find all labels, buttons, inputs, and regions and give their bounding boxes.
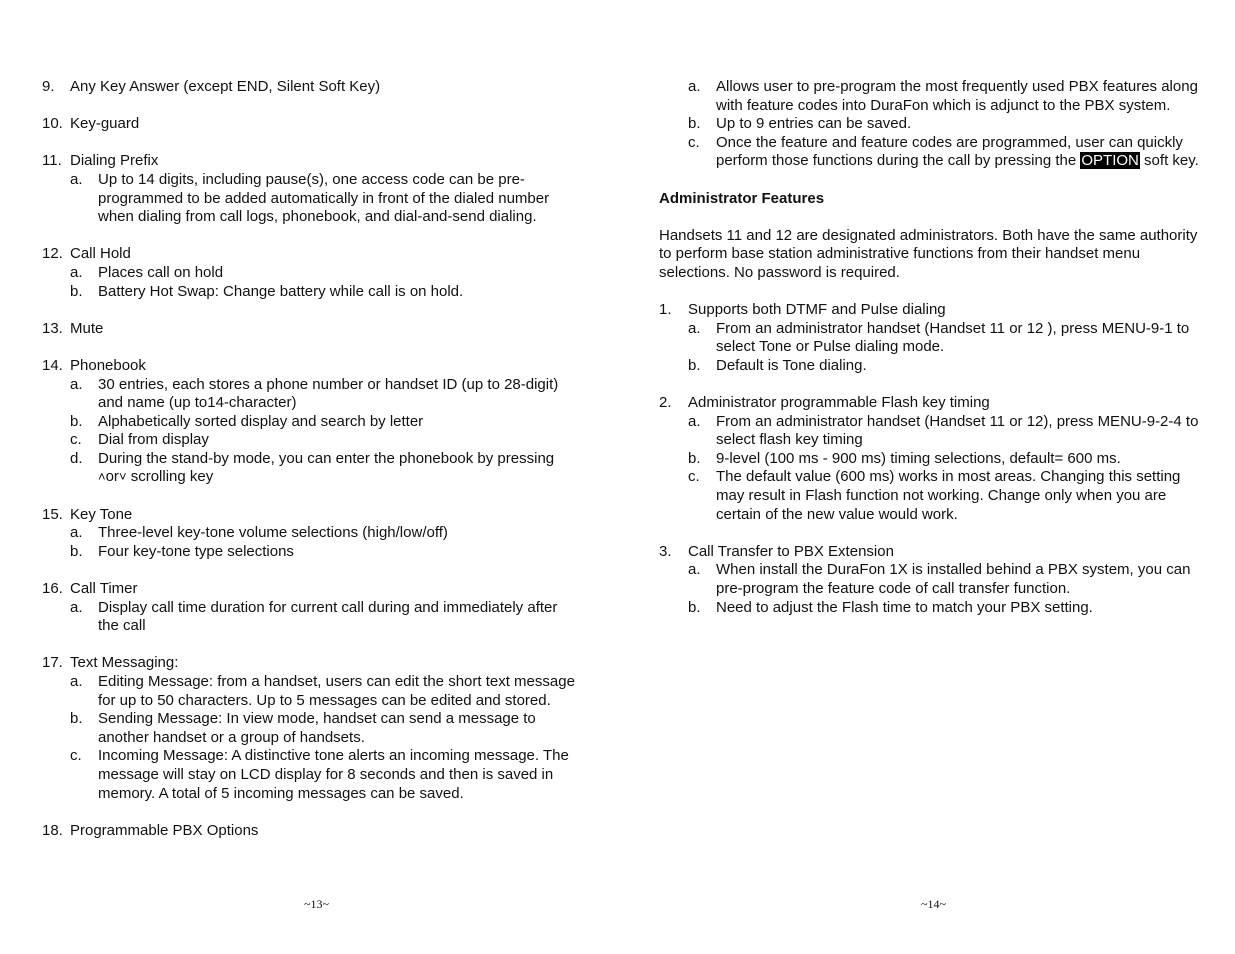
sub-item xyxy=(688,561,1199,598)
page-number-left: ~13~ xyxy=(304,897,329,911)
sub-item xyxy=(70,673,582,710)
up-arrow-icon: ˄ xyxy=(98,469,106,485)
sub-text: During the stand-by mode, you can enter the phonebook by pressing xyxy=(98,449,555,467)
sub-text: From an administrator handset (Handset 11 or 12), press MENU-9-2-4 to select flash key timing xyxy=(716,412,1199,449)
sub-letter: b. xyxy=(688,449,701,467)
admin-item-1 xyxy=(659,301,1199,320)
sub-text: When install the DuraFon 1X is installed behind a PBX system, you can pre-program the feature code of call transfer function. xyxy=(716,561,1191,598)
item-text: Any Key Answer (except END, Silent Soft Key) xyxy=(70,78,381,95)
list-item-17 xyxy=(42,654,582,673)
sub-text: 9-level (100 ms - 900 ms) timing selections, default= 600 ms. xyxy=(716,449,1121,467)
list-item-10 xyxy=(42,115,582,134)
item-text: Supports both DTMF and Pulse dialing xyxy=(688,301,946,319)
item-number: 18. xyxy=(42,821,63,839)
sub-text: Battery Hot Swap: Change battery while call is on hold. xyxy=(98,282,464,300)
sub-text: Up to 9 entries can be saved. xyxy=(716,115,912,133)
sub-text: Incoming Message: A distinctive tone alerts an incoming message. The message will stay on LCD display for 8 seconds and then is saved in memory. A total of 5 incoming messages can be saved. xyxy=(98,747,569,802)
sub-text: 30 entries, each stores a phone number or handset ID (up to 28-digit) and name (up to14-character) xyxy=(98,375,559,412)
sub-text: Places call on hold xyxy=(98,263,224,281)
sub-text: Need to adjust the Flash time to match your PBX setting. xyxy=(716,598,1093,616)
item-text: Call Hold xyxy=(70,245,131,263)
sub-letter: c. xyxy=(70,747,82,765)
or-text: or xyxy=(105,468,119,486)
sub-text: Default is Tone dialing. xyxy=(716,356,867,374)
sub-text-after: soft key. xyxy=(1139,152,1199,170)
list-item-9 xyxy=(42,78,582,97)
option-key-highlight: OPTION xyxy=(1081,152,1139,170)
sub-text: Sending Message: In view mode, handset can send a message to another handset or a group of handsets. xyxy=(98,710,536,746)
sub-letter: a. xyxy=(688,319,701,337)
item-text: Programmable PBX Options xyxy=(70,821,259,839)
sub-text-d xyxy=(98,450,582,487)
sub-letter: a. xyxy=(688,561,701,579)
admin-item-3 xyxy=(659,543,1199,562)
down-arrow-icon: ˅ xyxy=(118,469,127,485)
sub-item xyxy=(688,134,1199,171)
sub-letter: b. xyxy=(70,710,83,728)
item-number: 15. xyxy=(42,505,63,523)
sub-text-before: Once the feature and feature codes are programmed, user can quickly perform those functions during the call by pressing the xyxy=(716,133,1183,170)
list-item-11 xyxy=(42,152,582,171)
sub-item xyxy=(70,376,582,413)
section-heading: Administrator Features xyxy=(659,189,825,207)
item-number: 3. xyxy=(659,542,672,560)
sub-item xyxy=(688,320,1199,357)
item-text: Administrator programmable Flash key timing xyxy=(688,394,990,412)
scrolling-key-text: scrolling key xyxy=(126,468,214,486)
item-number: 16. xyxy=(42,580,63,598)
item-number: 9. xyxy=(42,78,55,95)
sub-letter: b. xyxy=(70,542,83,560)
sub-text: Display call time duration for current call during and immediately after the call xyxy=(98,598,558,635)
sub-letter: c. xyxy=(688,133,700,151)
item-text: Call Transfer to PBX Extension xyxy=(688,542,894,560)
sub-item xyxy=(70,283,582,302)
sub-letter: a. xyxy=(70,673,83,690)
sub-item xyxy=(688,413,1199,450)
sub-item xyxy=(70,431,582,450)
sub-item xyxy=(688,468,1199,524)
right-page xyxy=(659,78,1199,617)
list-item-12 xyxy=(42,245,582,264)
sub-letter: a. xyxy=(688,78,701,95)
left-page xyxy=(42,78,582,840)
sub-item xyxy=(70,171,582,227)
sub-letter: b. xyxy=(70,412,83,430)
list-item-14 xyxy=(42,357,582,376)
sub-letter: b. xyxy=(688,356,701,374)
list-item-16 xyxy=(42,580,582,599)
item-number: 1. xyxy=(659,301,672,319)
sub-item xyxy=(688,115,1199,134)
sub-item xyxy=(688,599,1199,618)
item-number: 2. xyxy=(659,394,672,412)
item-text: Phonebook xyxy=(70,356,146,374)
sub-letter: b. xyxy=(688,115,701,133)
sub-item xyxy=(688,357,1199,376)
sub-text-c xyxy=(716,134,1199,171)
item-number: 10. xyxy=(42,115,63,133)
list-item-18 xyxy=(42,822,582,841)
sub-text: The default value (600 ms) works in most areas. Changing this setting may result in Flash function not working. Change only when you are certain of the new value would work. xyxy=(716,468,1181,523)
sub-letter: d. xyxy=(70,449,83,467)
sub-item xyxy=(70,543,582,562)
item-number: 12. xyxy=(42,245,63,263)
sub-letter: b. xyxy=(70,282,83,300)
sub-text: Alphabetically sorted display and search by letter xyxy=(98,412,424,430)
item-text: Mute xyxy=(70,319,104,337)
item-text: Call Timer xyxy=(70,580,138,598)
admin-item-2 xyxy=(659,394,1199,413)
sub-letter: a. xyxy=(70,170,83,188)
item-number: 11. xyxy=(42,152,62,170)
sub-text: From an administrator handset (Handset 11 or 12 ), press MENU-9-1 to select Tone or Pulse dialing mode. xyxy=(716,319,1190,356)
page-number-right: ~14~ xyxy=(921,897,946,911)
sub-letter: a. xyxy=(70,263,83,281)
sub-letter: a. xyxy=(688,412,701,430)
item-number: 13. xyxy=(42,319,63,337)
sub-letter: b. xyxy=(688,598,701,616)
sub-item xyxy=(70,450,582,487)
item-text: Text Messaging: xyxy=(70,654,179,672)
item-text: Dialing Prefix xyxy=(70,152,159,170)
sub-letter: a. xyxy=(70,598,83,616)
sub-letter: a. xyxy=(70,524,83,542)
sub-item xyxy=(70,747,582,803)
sub-item xyxy=(70,710,582,747)
item-text: Key-guard xyxy=(70,115,140,133)
sub-letter: a. xyxy=(70,375,83,393)
sub-item xyxy=(688,78,1199,115)
sub-item xyxy=(70,264,582,283)
list-item-15 xyxy=(42,506,582,525)
item-text: Key Tone xyxy=(70,505,133,523)
item-number: 14. xyxy=(42,356,63,374)
sub-text: Up to 14 digits, including pause(s), one access code can be pre-programmed to be added automatically in front of the dialed number when dialing from call logs, phonebook, and dial-and-send dialing. xyxy=(98,170,550,226)
sub-item xyxy=(70,413,582,432)
intro-paragraph: Handsets 11 and 12 are designated administrators. Both have the same authority to perform base station administrative functions from their handset menu selections. No password is required. xyxy=(659,226,1198,281)
item-number: 17. xyxy=(42,654,63,672)
sub-text: Dial from display xyxy=(98,431,209,449)
sub-text: Three-level key-tone volume selections (high/low/off) xyxy=(98,524,448,542)
sub-item xyxy=(688,450,1199,469)
sub-letter: c. xyxy=(688,468,700,486)
sub-text: Allows user to pre-program the most frequently used PBX features along with feature codes into DuraFon which is adjunct to the PBX system. xyxy=(716,78,1198,114)
sub-item xyxy=(70,524,582,543)
sub-letter: c. xyxy=(70,431,82,449)
list-item-13 xyxy=(42,320,582,339)
sub-text: Editing Message: from a handset, users can edit the short text message for up to 50 characters. Up to 5 messages can be edited and stored. xyxy=(98,673,575,709)
sub-text: Four key-tone type selections xyxy=(98,542,294,560)
sub-item xyxy=(70,599,582,636)
